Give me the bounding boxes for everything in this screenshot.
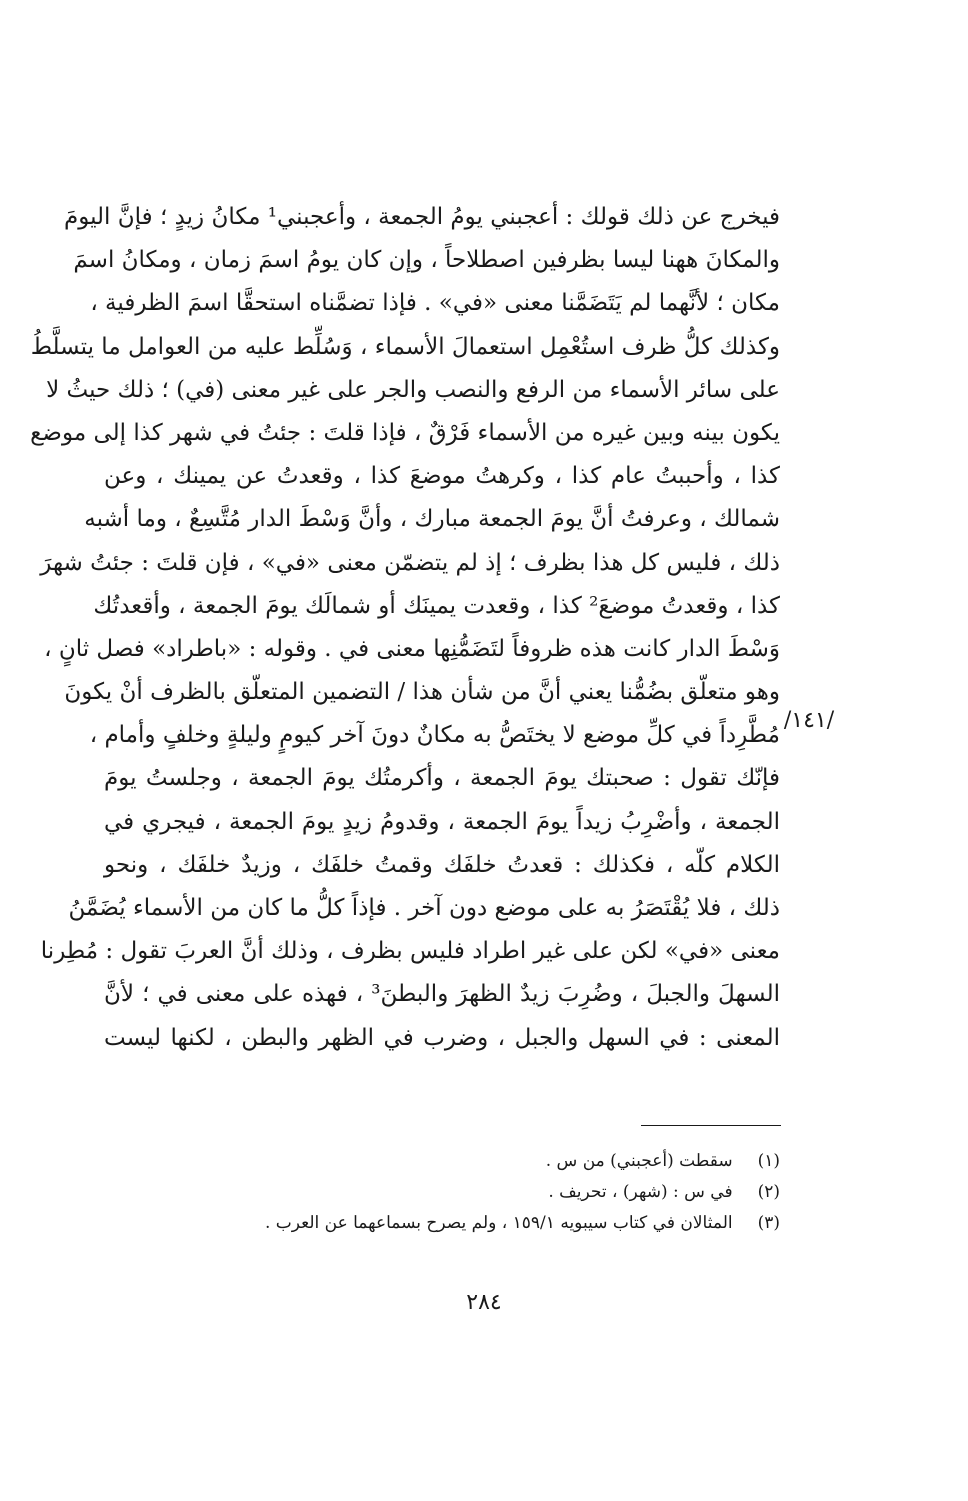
body-line: مكان ؛ لأنَّهما لم يَتَضَمَّنا معنى «في» . فإذا تضمَّناه استحقَّا اسمَ الظرفية ،	[90, 290, 780, 317]
footnote-separator	[641, 1125, 781, 1126]
page-number: ٢٨٤	[466, 1290, 502, 1315]
body-line: معنى «في» لكن على غير اطراد فليس بظرف ، وذلك أنَّ العربَ تقول : مُطِرنا	[40, 938, 780, 965]
body-line: يكون بينه وبين غيره من الأسماء فَرْقٌ ، فإذا قلتَ : جئتُ في شهر كذا إلى موضع	[30, 419, 780, 446]
footnotes	[104, 1146, 780, 1239]
footnote	[104, 1146, 780, 1177]
body-line: فيخرج عن ذلك قولك : أعجبني يومُ الجمعة ، وأعجبني¹ مكانُ زيدٍ ؛ فإنَّ اليومَ	[63, 204, 780, 230]
body-line: مُطَّرِداً في كلِّ موضع لا يختَصُّ به مكانٌ دونَ آخر كيومٍ وليلةٍ وخلفٍ وأمام ،	[89, 722, 780, 749]
body-line: ذلك ، فلا يُقْتَصَرُ به على موضع دون آخر . فإذاً كلُّ ما كان من الأسماء يُضَمَّنُ	[68, 895, 780, 921]
footnote-text: المثالان في كتاب سيبويه ١٥٩/١ ، ولم يصرح بسماعهما عن العرب .	[264, 1213, 733, 1233]
footnote-text: في س : (شهر) ، تحريف .	[548, 1182, 733, 1202]
body-text	[30, 196, 780, 1060]
body-line: كذا ، وأحببتُ عام كذا ، وكرهتُ موضعَ كذا ، وقعدتُ عن يمينك ، وعن	[104, 463, 780, 490]
body-line: كذا ، وقعدتُ موضعَ² كذا ، وقعدت يمينَك أو شمالَك يومَ الجمعة ، وأقعدتُك	[93, 592, 780, 619]
body-line: شمالك ، وعرفتُ أنَّ يومَ الجمعة مبارك ، وأنَّ وَسْطَ الدار مُتَّسِعٌ ، وما أشبه	[84, 506, 780, 533]
body-line: وكذلك كلُّ ظرف استُعْمِل استعمالَ الأسماء ، وَسُلِّط عليه من العوامل ما يتسلَّطُ	[30, 333, 780, 360]
footnote-number: (٢)	[757, 1182, 780, 1202]
body-line: الكلام كلّه ، فكذلك : قعدتُ خلفَك وقمتُ خلفَك ، وزيدٌ خلفَك ، ونحو	[104, 851, 780, 878]
body-line: فإنّك تقول : صحبتك يومَ الجمعة ، وأكرمتُك يومَ الجمعة ، وجلستُ يومَ	[104, 765, 780, 792]
footnote-text: سقطت (أعجبني) من س .	[545, 1151, 733, 1171]
body-line: السهلَ والجبلَ ، وضُرِبَ زيدٌ الظهرَ والبطنَ³ ، فهذه على معنى في ؛ لأنَّ	[104, 981, 780, 1008]
body-line: الجمعة ، وأضْرِبُ زيداً يومَ الجمعة ، وقدومُ زيدٍ يومَ الجمعة ، فيجري في	[104, 808, 780, 835]
footnote	[104, 1208, 780, 1239]
body-line: وَسْطَ الدار كانت هذه ظروفاً لتَضَمُّنِها معنى في . وقوله : «باطراد» فصل ثانٍ ،	[44, 635, 780, 662]
body-line: ذلك ، فليس كل هذا بظرف ؛ إذ لم يتضمّن معنى «في» ، فإن قلتَ : جئتُ شهرَ	[40, 549, 780, 576]
body-line: والمكانَ ههنا ليسا بظرفين اصطلاحاً ، وإن كان يومُ اسمَ زمان ، ومكانُ اسمَ	[73, 247, 780, 274]
body-line: على سائر الأسماء من الرفع والنصب والجر على غير معنى (في) ؛ ذلك حيثُ لا	[46, 376, 780, 403]
footnote-number: (١)	[757, 1151, 780, 1171]
body-line: المعنى : في السهل والجبل ، وضرب في الظهر والبطن ، لكنها ليست	[104, 1024, 780, 1051]
footnote	[104, 1177, 780, 1208]
body-line: وهو متعلّق بضُمُّنا يعني أنَّ من شأن هذا / التضمين المتعلّق بالظرف أنْ يكونَ	[64, 679, 780, 706]
footnote-number: (٣)	[757, 1213, 780, 1233]
manuscript-folio-marker: /١٤١/	[783, 708, 835, 733]
